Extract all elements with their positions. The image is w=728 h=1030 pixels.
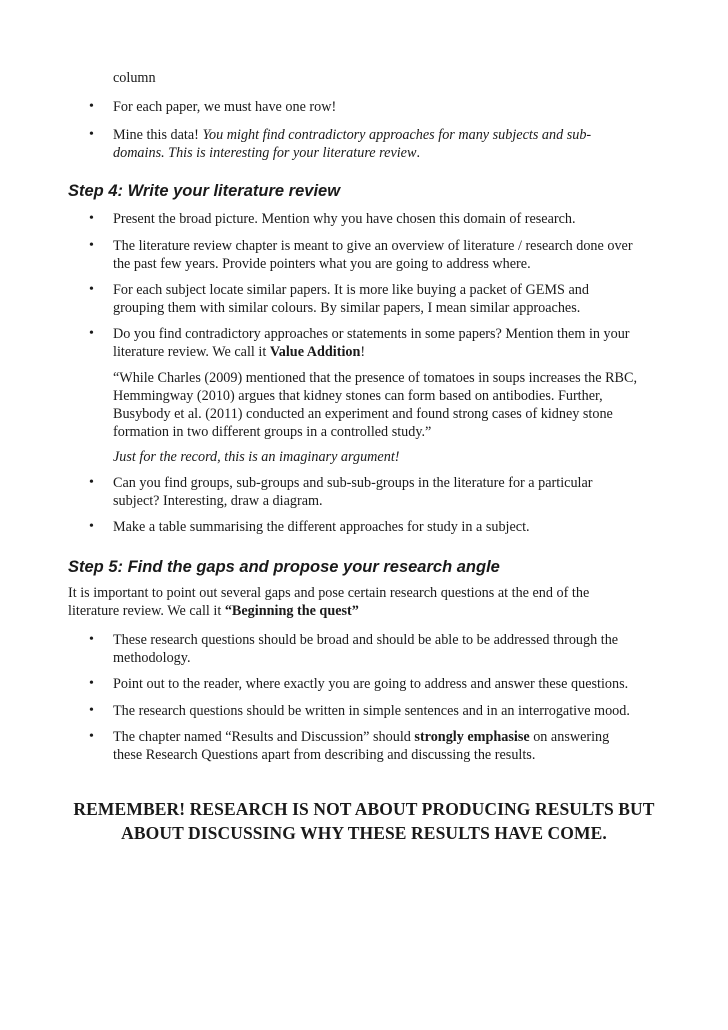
bold-term: “Beginning the quest” <box>224 603 359 619</box>
paragraph-line <box>68 602 359 620</box>
bullet-icon: • <box>89 99 94 114</box>
bullet-icon: • <box>89 127 94 142</box>
quote-line: formation in two different groups in a controlled study.” <box>113 424 432 440</box>
text-span: The chapter named “Results and Discussion” should <box>113 729 415 745</box>
quote-line: Hemmingway (2010) argues that kidney stones can form based on antibodies. Further, <box>113 388 603 404</box>
list-item: The research questions should be written in simple sentences and in an interrogative mood. <box>113 703 630 719</box>
italic-text: You might find contradictory approaches for many subjects and sub- <box>202 127 592 143</box>
list-item <box>113 126 591 144</box>
list-item: Make a table summarising the different approaches for study in a subject. <box>113 519 530 535</box>
list-item: Present the broad picture. Mention why you have chosen this domain of research. <box>113 211 576 227</box>
list-item-continuation: methodology. <box>113 650 191 666</box>
list-item: The literature review chapter is meant to give an overview of literature / research done over <box>113 238 633 254</box>
list-item: Do you find contradictory approaches or statements in some papers? Mention them in your <box>113 326 630 342</box>
list-item-continuation <box>113 343 365 361</box>
list-item: Point out to the reader, where exactly you are going to address and answer these questions. <box>113 676 629 692</box>
bold-term: strongly emphasise <box>414 729 530 745</box>
bullet-icon: • <box>89 238 94 253</box>
list-item-continuation: grouping them with similar colours. By similar papers, I mean similar approaches. <box>113 300 581 316</box>
bullet-icon: • <box>89 632 94 647</box>
italic-note: Just for the record, this is an imaginary argument! <box>113 449 400 465</box>
list-item-continuation: these Research Questions apart from describing and discussing the results. <box>113 747 536 763</box>
bullet-icon: • <box>89 282 94 297</box>
remember-callout-line2: ABOUT DISCUSSING WHY THESE RESULTS HAVE COME. <box>121 823 607 843</box>
bullet-icon: • <box>89 676 94 691</box>
text-span: Mine this data! <box>113 127 203 143</box>
paragraph-line: It is important to point out several gaps and pose certain research questions at the end of the <box>68 585 590 601</box>
bullet-icon: • <box>89 211 94 226</box>
bullet-icon: • <box>89 703 94 718</box>
bullet-icon: • <box>89 519 94 534</box>
list-item-continuation <box>113 144 420 162</box>
list-item-continuation: the past few years. Provide pointers what you are going to address where. <box>113 256 531 272</box>
quote-line: “While Charles (2009) mentioned that the presence of tomatoes in soups increases the RBC, <box>113 370 638 386</box>
list-item: For each paper, we must have one row! <box>113 99 337 115</box>
text-line: column <box>113 70 156 86</box>
bold-term: Value Addition <box>269 344 361 360</box>
list-item-continuation: subject? Interesting, draw a diagram. <box>113 493 323 509</box>
text-span: ! <box>360 344 366 360</box>
list-item: For each subject locate similar papers. It is more like buying a packet of GEMS and <box>113 282 589 298</box>
list-item: Can you find groups, sub-groups and sub-sub-groups in the literature for a particular <box>113 475 593 491</box>
bullet-icon: • <box>89 729 94 744</box>
text-span: literature review. We call it <box>68 603 225 619</box>
text-span: literature review. We call it <box>113 344 270 360</box>
section-heading-step5: Step 5: Find the gaps and propose your research angle <box>68 558 500 576</box>
bullet-icon: • <box>89 326 94 341</box>
list-item <box>113 728 609 746</box>
italic-text: domains. This is interesting for your literature review <box>113 145 417 161</box>
text-span: on answering <box>529 729 610 745</box>
section-heading-step4: Step 4: Write your literature review <box>68 182 341 200</box>
quote-line: Busybody et al. (2011) conducted an experiment and found strong cases of kidney stone <box>113 406 613 422</box>
bullet-icon: • <box>89 475 94 490</box>
remember-callout-line1: REMEMBER! RESEARCH IS NOT ABOUT PRODUCING RESULTS BUT <box>73 799 655 819</box>
list-item: These research questions should be broad and should be able to be addressed through the <box>113 632 619 648</box>
text-span: . <box>416 145 420 161</box>
